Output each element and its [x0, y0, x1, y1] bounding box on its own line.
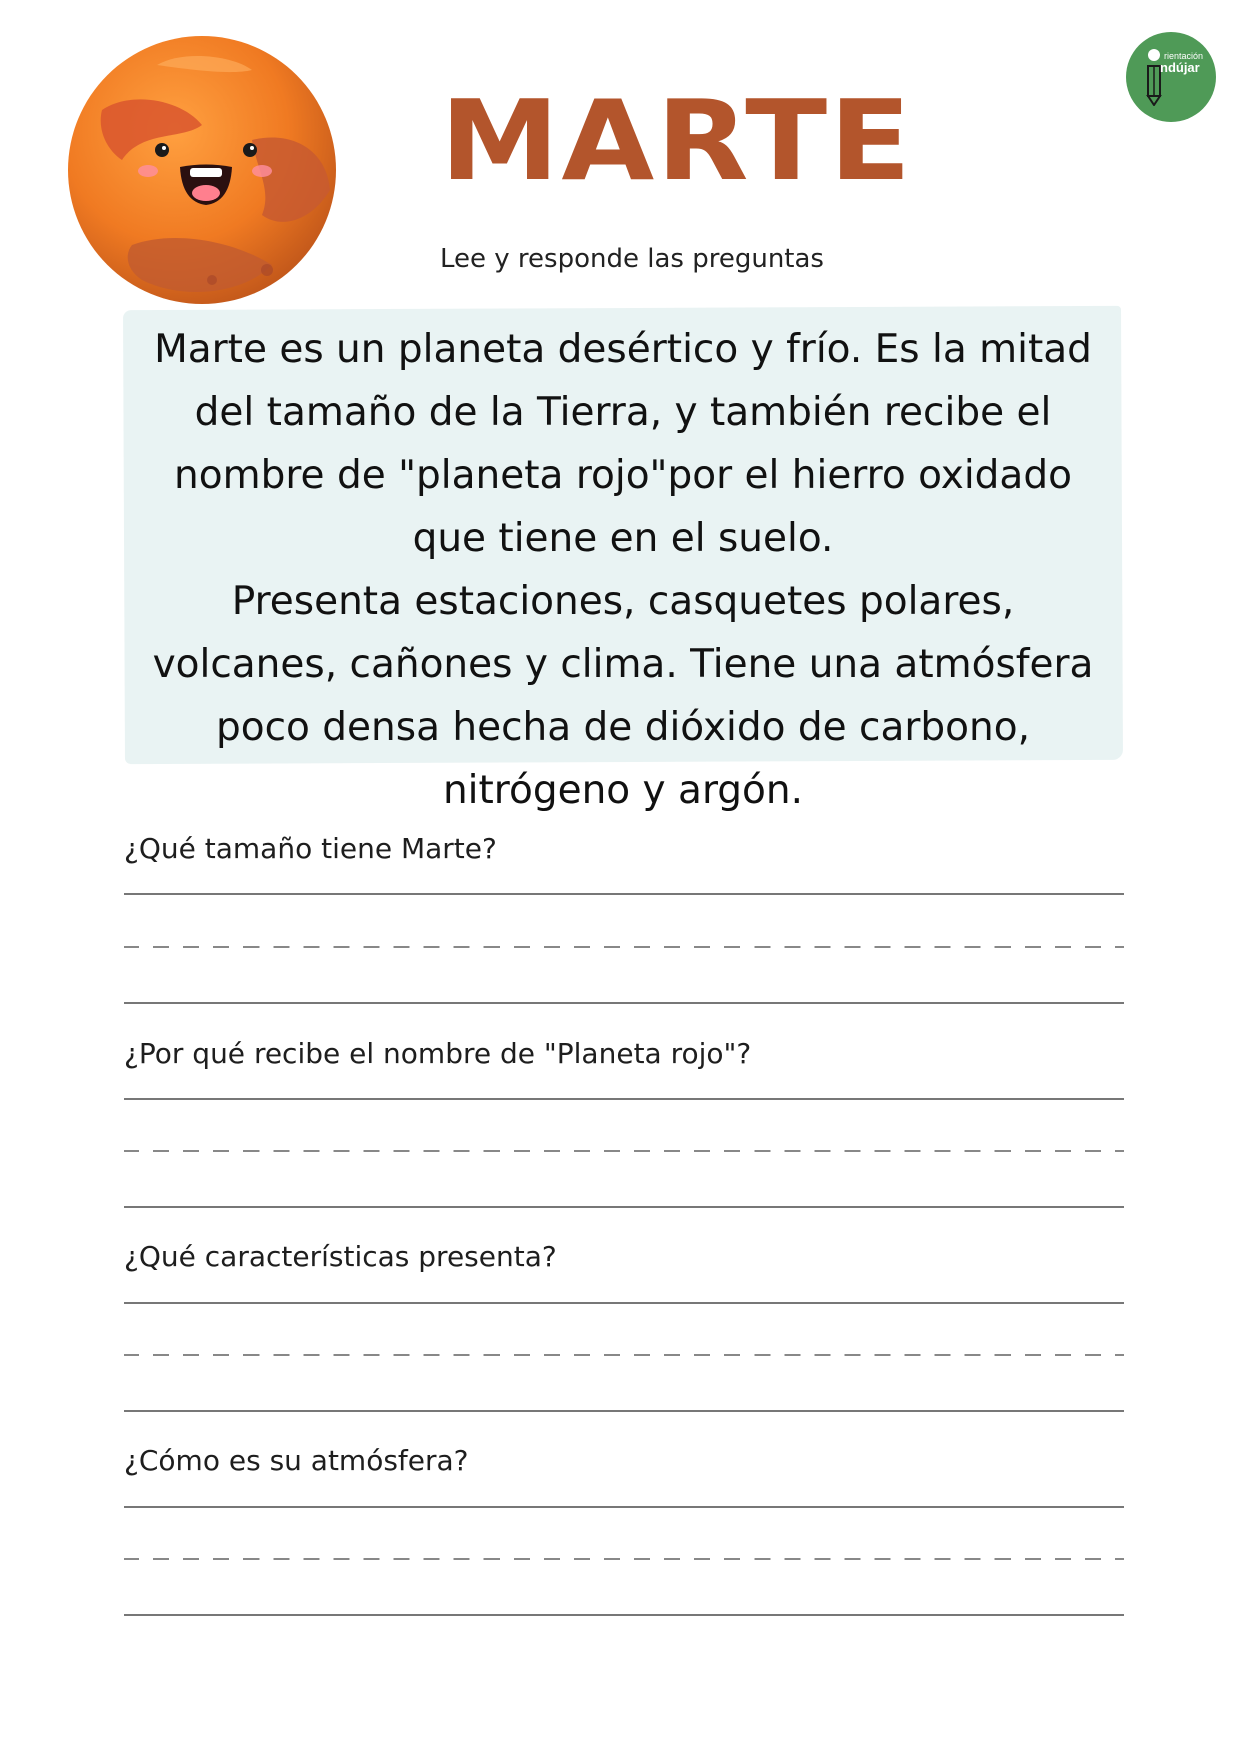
- reading-text: [140, 318, 1106, 822]
- answer-guide-line: [124, 946, 1124, 948]
- answer-line[interactable]: [124, 1206, 1124, 1208]
- answer-line[interactable]: [124, 1410, 1124, 1412]
- page-title: MARTE: [440, 78, 914, 206]
- question-1: ¿Qué tamaño tiene Marte?: [124, 832, 497, 865]
- question-3: ¿Qué características presenta?: [124, 1240, 557, 1273]
- pencil-icon: [1144, 48, 1164, 106]
- answer-line[interactable]: [124, 893, 1124, 895]
- answer-guide-line: [124, 1150, 1124, 1152]
- answer-line[interactable]: [124, 1506, 1124, 1508]
- reading-paragraph-2: Presenta estaciones, casquetes polares, volcanes, cañones y clima. Tiene una atmósfera poco densa hecha de dióxido de carbono, nitrógeno y argón.: [152, 579, 1094, 813]
- question-4: ¿Cómo es su atmósfera?: [124, 1444, 469, 1477]
- answer-guide-line: [124, 1558, 1124, 1560]
- question-2: ¿Por qué recibe el nombre de "Planeta rojo"?: [124, 1037, 752, 1070]
- answer-line[interactable]: [124, 1002, 1124, 1004]
- answer-line[interactable]: [124, 1302, 1124, 1304]
- logo-text-large: ndújar: [1160, 60, 1200, 75]
- orientacion-andujar-logo: [1126, 32, 1216, 122]
- answer-guide-line: [124, 1354, 1124, 1356]
- page-subtitle: Lee y responde las preguntas: [440, 244, 824, 274]
- logo-text-small: rientación: [1164, 51, 1204, 61]
- answer-line[interactable]: [124, 1098, 1124, 1100]
- mars-planet-illustration: [62, 30, 342, 310]
- reading-paragraph-1: Marte es un planeta desértico y frío. Es la mitad del tamaño de la Tierra, y también recibe el nombre de "planeta rojo"por el hierro oxidado que tiene en el suelo.: [154, 327, 1092, 561]
- answer-line[interactable]: [124, 1614, 1124, 1616]
